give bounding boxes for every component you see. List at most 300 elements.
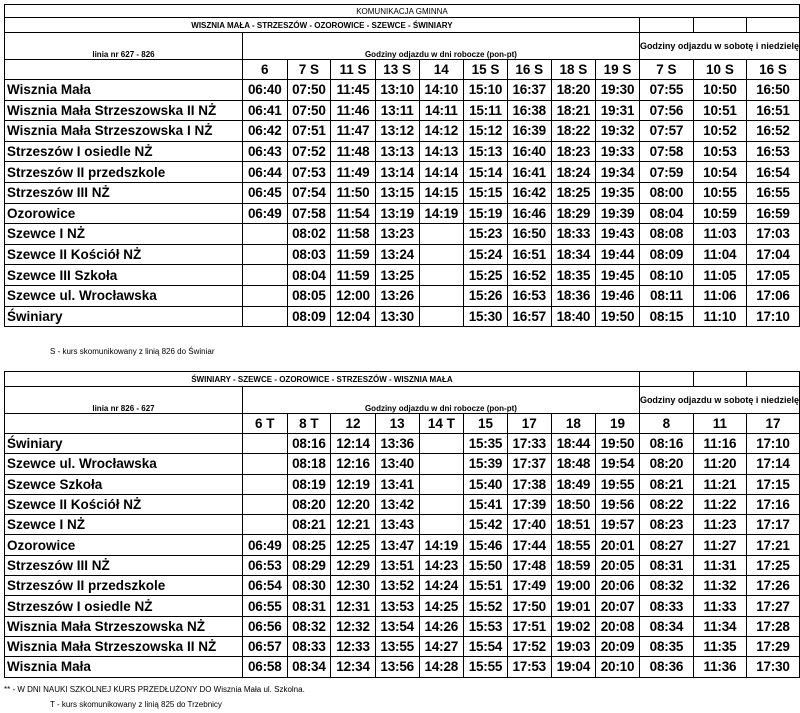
departure-time: 12:25: [331, 535, 376, 555]
departure-time: 08:20: [287, 494, 331, 514]
departure-time: 06:43: [243, 141, 288, 162]
departure-time: 08:25: [287, 535, 331, 555]
departure-time: 10:59: [693, 203, 746, 224]
departure-time: 11:04: [693, 244, 746, 265]
departure-time: 15:55: [464, 657, 508, 677]
departure-time: 11:06: [693, 285, 746, 306]
departure-time: 17:51: [507, 616, 551, 636]
departure-time: 17:28: [746, 616, 799, 636]
stop-name: Wisznia Mała Strzeszowska II NŻ: [5, 100, 243, 121]
departure-time: 16:59: [746, 203, 799, 224]
departure-time: 08:33: [639, 596, 693, 616]
departure-time: 17:44: [507, 535, 551, 555]
departure-time: 16:50: [746, 80, 799, 101]
departure-time: 08:11: [639, 285, 693, 306]
column-header: 6: [243, 60, 288, 80]
departure-time: 12:04: [331, 306, 376, 327]
departure-time: 15:19: [464, 203, 508, 224]
departure-time: 13:36: [375, 434, 419, 454]
departure-time: 19:39: [596, 203, 640, 224]
departure-time: 08:29: [287, 555, 331, 575]
column-header: 18 S: [551, 60, 596, 80]
departure-time: [419, 454, 464, 474]
departure-time: 19:56: [596, 494, 640, 514]
departure-time: 08:21: [639, 474, 693, 494]
departure-time: 11:54: [331, 203, 376, 224]
departure-time: 15:25: [464, 265, 508, 286]
table-row: [5, 203, 800, 224]
table-row: [5, 141, 800, 162]
empty-cell: [639, 372, 693, 387]
footnote: T - kurs skomunikowany z linią 825 do Trzebnicy: [50, 700, 222, 709]
column-header: 17: [507, 414, 551, 434]
column-header: 7 S: [287, 60, 331, 80]
empty-cell: [639, 18, 693, 33]
departure-time: 19:02: [551, 616, 596, 636]
column-header: 6 T: [243, 414, 288, 434]
departure-time: 08:16: [287, 434, 331, 454]
departure-time: 12:33: [331, 636, 376, 656]
departure-time: [243, 244, 288, 265]
departure-time: 17:40: [507, 515, 551, 535]
departure-time: 17:37: [507, 454, 551, 474]
departure-time: 15:23: [464, 224, 508, 245]
departure-time: 18:51: [551, 515, 596, 535]
departure-time: 16:37: [507, 80, 551, 101]
departure-time: 11:50: [331, 182, 376, 203]
departure-time: 10:52: [693, 121, 746, 142]
departure-time: 06:56: [243, 616, 288, 636]
column-header: 19 S: [596, 60, 640, 80]
departure-time: 17:26: [746, 576, 799, 596]
footnote-extended-route: ** - W DNI NAUKI SZKOLNEJ KURS PRZEDŁUŻONY DO Wisznia Mała ul. Szkolna.: [4, 685, 305, 694]
table-row: [5, 162, 800, 183]
departure-time: 07:51: [287, 121, 331, 142]
departure-time: 15:13: [464, 141, 508, 162]
departure-time: [243, 285, 288, 306]
departure-time: 08:05: [287, 285, 331, 306]
departure-time: 15:24: [464, 244, 508, 265]
departure-time: 12:19: [331, 474, 376, 494]
departure-time: 14:19: [419, 203, 464, 224]
departure-time: 07:58: [639, 141, 693, 162]
departure-time: 07:55: [639, 80, 693, 101]
departure-time: 17:25: [746, 555, 799, 575]
departure-time: 15:35: [464, 434, 508, 454]
departure-time: 11:59: [331, 265, 376, 286]
departure-time: 18:29: [551, 203, 596, 224]
departure-time: 18:25: [551, 182, 596, 203]
departure-time: 16:51: [507, 244, 551, 265]
departure-time: 11:47: [331, 121, 376, 142]
departure-time: 13:11: [375, 100, 419, 121]
departure-time: 13:53: [375, 596, 419, 616]
departure-time: 14:28: [419, 657, 464, 677]
departure-time: 20:09: [596, 636, 640, 656]
departure-time: 08:04: [287, 265, 331, 286]
stop-name: Wisznia Mała: [5, 80, 243, 101]
departure-time: 17:15: [746, 474, 799, 494]
departure-time: 13:24: [375, 244, 419, 265]
column-header: 16 S: [507, 60, 551, 80]
departure-time: 19:44: [596, 244, 640, 265]
departure-time: 19:45: [596, 265, 640, 286]
departure-time: 11:22: [693, 494, 746, 514]
table-row: [5, 576, 800, 596]
departure-time: 13:52: [375, 576, 419, 596]
departure-time: [419, 434, 464, 454]
departure-time: [243, 306, 288, 327]
departure-time: [419, 306, 464, 327]
departure-time: 07:52: [287, 141, 331, 162]
empty-cell: [746, 18, 799, 33]
departure-time: 18:55: [551, 535, 596, 555]
departure-time: 15:41: [464, 494, 508, 514]
departure-time: 07:57: [639, 121, 693, 142]
stop-name: Strzeszów I osiedle NŻ: [5, 141, 243, 162]
departure-time: 11:49: [331, 162, 376, 183]
departure-time: [243, 265, 288, 286]
column-header: 14: [419, 60, 464, 80]
departure-time: 11:58: [331, 224, 376, 245]
departure-time: 14:19: [419, 535, 464, 555]
stop-name: Wisznia Mała: [5, 657, 243, 677]
departure-time: 08:35: [639, 636, 693, 656]
departure-time: 17:05: [746, 265, 799, 286]
line-label: linia nr 826 - 627: [5, 387, 243, 414]
departure-time: 13:43: [375, 515, 419, 535]
departure-time: 19:31: [596, 100, 640, 121]
departure-time: 19:43: [596, 224, 640, 245]
departure-time: 13:41: [375, 474, 419, 494]
departure-time: 16:38: [507, 100, 551, 121]
departure-time: 17:10: [746, 434, 799, 454]
departure-time: 08:09: [287, 306, 331, 327]
departure-time: 14:14: [419, 162, 464, 183]
departure-time: 16:52: [507, 265, 551, 286]
departure-time: 17:17: [746, 515, 799, 535]
departure-time: 15:40: [464, 474, 508, 494]
departure-time: 13:25: [375, 265, 419, 286]
departure-time: [243, 224, 288, 245]
stop-name: Świniary: [5, 434, 243, 454]
departure-time: 17:27: [746, 596, 799, 616]
departure-time: 13:19: [375, 203, 419, 224]
table-row: [5, 121, 800, 142]
departure-time: 12:20: [331, 494, 376, 514]
departure-time: 13:47: [375, 535, 419, 555]
departure-time: 19:33: [596, 141, 640, 162]
departure-time: 08:09: [639, 244, 693, 265]
departure-time: 16:52: [746, 121, 799, 142]
departure-time: 13:26: [375, 285, 419, 306]
departure-time: 06:41: [243, 100, 288, 121]
departure-time: 08:34: [287, 657, 331, 677]
departure-time: 12:34: [331, 657, 376, 677]
departure-time: 06:45: [243, 182, 288, 203]
departure-time: 17:52: [507, 636, 551, 656]
departure-time: 20:08: [596, 616, 640, 636]
stop-name: Strzeszów II przedszkole: [5, 576, 243, 596]
departure-time: 20:05: [596, 555, 640, 575]
departure-time: 15:52: [464, 596, 508, 616]
departure-time: 11:21: [693, 474, 746, 494]
departure-time: 11:31: [693, 555, 746, 575]
departure-time: 16:51: [746, 100, 799, 121]
departure-time: 14:12: [419, 121, 464, 142]
table-row: [5, 454, 800, 474]
departure-time: 15:51: [464, 576, 508, 596]
departure-time: 12:21: [331, 515, 376, 535]
departure-time: 10:51: [693, 100, 746, 121]
table-row: [5, 596, 800, 616]
departure-time: 19:54: [596, 454, 640, 474]
stop-name: Szewce ul. Wrocławska: [5, 285, 243, 306]
departure-time: 08:16: [639, 434, 693, 454]
departure-time: 12:32: [331, 616, 376, 636]
departure-time: 15:12: [464, 121, 508, 142]
departure-time: 15:50: [464, 555, 508, 575]
departure-time: 17:04: [746, 244, 799, 265]
column-header: 18: [551, 414, 596, 434]
table-row: [5, 80, 800, 101]
departure-time: 11:34: [693, 616, 746, 636]
departure-time: 18:33: [551, 224, 596, 245]
departure-time: 08:23: [639, 515, 693, 535]
departure-time: 15:30: [464, 306, 508, 327]
table-row: [5, 515, 800, 535]
departure-time: 11:03: [693, 224, 746, 245]
departure-time: 17:33: [507, 434, 551, 454]
footnote: S - kurs skomunikowany z linią 826 do Świniar: [50, 347, 215, 356]
column-header: 10 S: [693, 60, 746, 80]
weekday-label: Godziny odjazdu w dni robocze (pon-pt): [243, 387, 640, 414]
departure-time: 13:55: [375, 636, 419, 656]
departure-time: 17:06: [746, 285, 799, 306]
departure-time: [419, 224, 464, 245]
stop-name: Strzeszów III NŻ: [5, 555, 243, 575]
departure-time: 06:49: [243, 203, 288, 224]
departure-time: 08:00: [639, 182, 693, 203]
departure-time: 13:42: [375, 494, 419, 514]
departure-time: 17:14: [746, 454, 799, 474]
departure-time: 12:31: [331, 596, 376, 616]
departure-time: 08:30: [287, 576, 331, 596]
stop-name: Szewce Szkoła: [5, 474, 243, 494]
departure-time: 17:48: [507, 555, 551, 575]
departure-time: 15:42: [464, 515, 508, 535]
departure-time: [243, 494, 288, 514]
departure-time: 17:39: [507, 494, 551, 514]
column-header: 13: [375, 414, 419, 434]
table-row: [5, 636, 800, 656]
departure-time: 16:46: [507, 203, 551, 224]
departure-time: 19:50: [596, 306, 640, 327]
departure-time: [243, 434, 288, 454]
departure-time: 15:54: [464, 636, 508, 656]
stop-name: Szewce I NŻ: [5, 515, 243, 535]
departure-time: 16:41: [507, 162, 551, 183]
column-header-row: [5, 414, 800, 434]
departure-time: 08:27: [639, 535, 693, 555]
departure-time: 18:20: [551, 80, 596, 101]
departure-time: 13:12: [375, 121, 419, 142]
departure-time: 13:51: [375, 555, 419, 575]
departure-time: [419, 474, 464, 494]
departure-time: 17:53: [507, 657, 551, 677]
departure-time: 18:59: [551, 555, 596, 575]
departure-time: 15:53: [464, 616, 508, 636]
departure-time: 11:48: [331, 141, 376, 162]
departure-time: 17:16: [746, 494, 799, 514]
departure-time: 13:13: [375, 141, 419, 162]
stop-name: Strzeszów I osiedle NŻ: [5, 596, 243, 616]
stop-name: Szewce III Szkoła: [5, 265, 243, 286]
departure-time: 06:57: [243, 636, 288, 656]
departure-time: 10:50: [693, 80, 746, 101]
departure-time: 06:44: [243, 162, 288, 183]
departure-time: 06:40: [243, 80, 288, 101]
stop-name: Świniary: [5, 306, 243, 327]
departure-time: [419, 494, 464, 514]
departure-time: 15:14: [464, 162, 508, 183]
departure-time: 14:10: [419, 80, 464, 101]
departure-time: 11:36: [693, 657, 746, 677]
table-row: [5, 224, 800, 245]
departure-time: 17:30: [746, 657, 799, 677]
departure-time: 19:57: [596, 515, 640, 535]
departure-time: 06:53: [243, 555, 288, 575]
departure-time: 20:06: [596, 576, 640, 596]
column-header: 15: [464, 414, 508, 434]
departure-time: 19:01: [551, 596, 596, 616]
departure-time: 18:44: [551, 434, 596, 454]
departure-time: 08:21: [287, 515, 331, 535]
departure-time: [243, 454, 288, 474]
departure-time: 19:32: [596, 121, 640, 142]
column-header: 15 S: [464, 60, 508, 80]
column-header: 16 S: [746, 60, 799, 80]
timetable-2: [4, 371, 800, 678]
departure-time: 08:04: [639, 203, 693, 224]
departure-time: [419, 285, 464, 306]
departure-time: 17:38: [507, 474, 551, 494]
departure-time: 11:27: [693, 535, 746, 555]
stop-name: Strzeszów II przedszkole: [5, 162, 243, 183]
departure-time: 20:10: [596, 657, 640, 677]
departure-time: 07:50: [287, 80, 331, 101]
departure-time: 13:30: [375, 306, 419, 327]
column-header: 8 T: [287, 414, 331, 434]
departure-time: 12:00: [331, 285, 376, 306]
departure-time: 13:10: [375, 80, 419, 101]
departure-time: 11:05: [693, 265, 746, 286]
departure-time: 18:49: [551, 474, 596, 494]
departure-time: 08:19: [287, 474, 331, 494]
departure-time: 11:59: [331, 244, 376, 265]
departure-time: 20:01: [596, 535, 640, 555]
departure-time: 16:54: [746, 162, 799, 183]
departure-time: 07:56: [639, 100, 693, 121]
table-row: [5, 182, 800, 203]
departure-time: 19:50: [596, 434, 640, 454]
departure-time: 11:10: [693, 306, 746, 327]
departure-time: 08:22: [639, 494, 693, 514]
departure-time: 12:14: [331, 434, 376, 454]
departure-time: 11:23: [693, 515, 746, 535]
departure-time: 14:24: [419, 576, 464, 596]
departure-time: 16:53: [507, 285, 551, 306]
departure-time: 08:32: [287, 616, 331, 636]
departure-time: 13:23: [375, 224, 419, 245]
stop-name: Strzeszów III NŻ: [5, 182, 243, 203]
departure-time: 11:35: [693, 636, 746, 656]
stop-name: Ozorowice: [5, 535, 243, 555]
departure-time: 19:46: [596, 285, 640, 306]
departure-time: 18:34: [551, 244, 596, 265]
departure-time: 17:21: [746, 535, 799, 555]
line-label: linia nr 627 - 826: [5, 33, 243, 60]
empty-cell: [5, 414, 243, 434]
departure-time: 08:02: [287, 224, 331, 245]
column-header: 17: [746, 414, 799, 434]
table-row: [5, 100, 800, 121]
departure-time: 20:07: [596, 596, 640, 616]
stop-name: Szewce II Kościół NŻ: [5, 494, 243, 514]
departure-time: 19:34: [596, 162, 640, 183]
departure-time: 11:45: [331, 80, 376, 101]
departure-time: 18:48: [551, 454, 596, 474]
departure-time: 18:21: [551, 100, 596, 121]
departure-time: 18:22: [551, 121, 596, 142]
departure-time: 12:16: [331, 454, 376, 474]
weekend-label: Godziny odjazdu w sobotę i niedzielę: [639, 387, 799, 414]
departure-time: 08:10: [639, 265, 693, 286]
departure-time: 18:23: [551, 141, 596, 162]
departure-time: 19:55: [596, 474, 640, 494]
departure-time: 14:27: [419, 636, 464, 656]
departure-time: 16:40: [507, 141, 551, 162]
stop-name: Wisznia Mała Strzeszowska II NŻ: [5, 636, 243, 656]
departure-time: 13:54: [375, 616, 419, 636]
departure-time: 10:55: [693, 182, 746, 203]
departure-time: 18:36: [551, 285, 596, 306]
departure-time: 08:33: [287, 636, 331, 656]
departure-time: 11:33: [693, 596, 746, 616]
column-header: 11: [693, 414, 746, 434]
empty-cell: [5, 60, 243, 80]
departure-time: 15:39: [464, 454, 508, 474]
departure-time: [419, 244, 464, 265]
departure-time: 07:54: [287, 182, 331, 203]
stop-name: Wisznia Mała Strzeszowska NŻ: [5, 616, 243, 636]
departure-time: 17:10: [746, 306, 799, 327]
departure-time: 11:20: [693, 454, 746, 474]
departure-time: 16:50: [507, 224, 551, 245]
departure-time: 10:53: [693, 141, 746, 162]
departure-time: 14:23: [419, 555, 464, 575]
column-header: 19: [596, 414, 640, 434]
departure-time: 18:24: [551, 162, 596, 183]
departure-time: 11:32: [693, 576, 746, 596]
table-row: [5, 244, 800, 265]
departure-time: 16:55: [746, 182, 799, 203]
departure-time: 08:18: [287, 454, 331, 474]
timetable-1: [4, 4, 800, 327]
departure-time: 19:30: [596, 80, 640, 101]
departure-time: 08:31: [287, 596, 331, 616]
departure-time: 11:16: [693, 434, 746, 454]
